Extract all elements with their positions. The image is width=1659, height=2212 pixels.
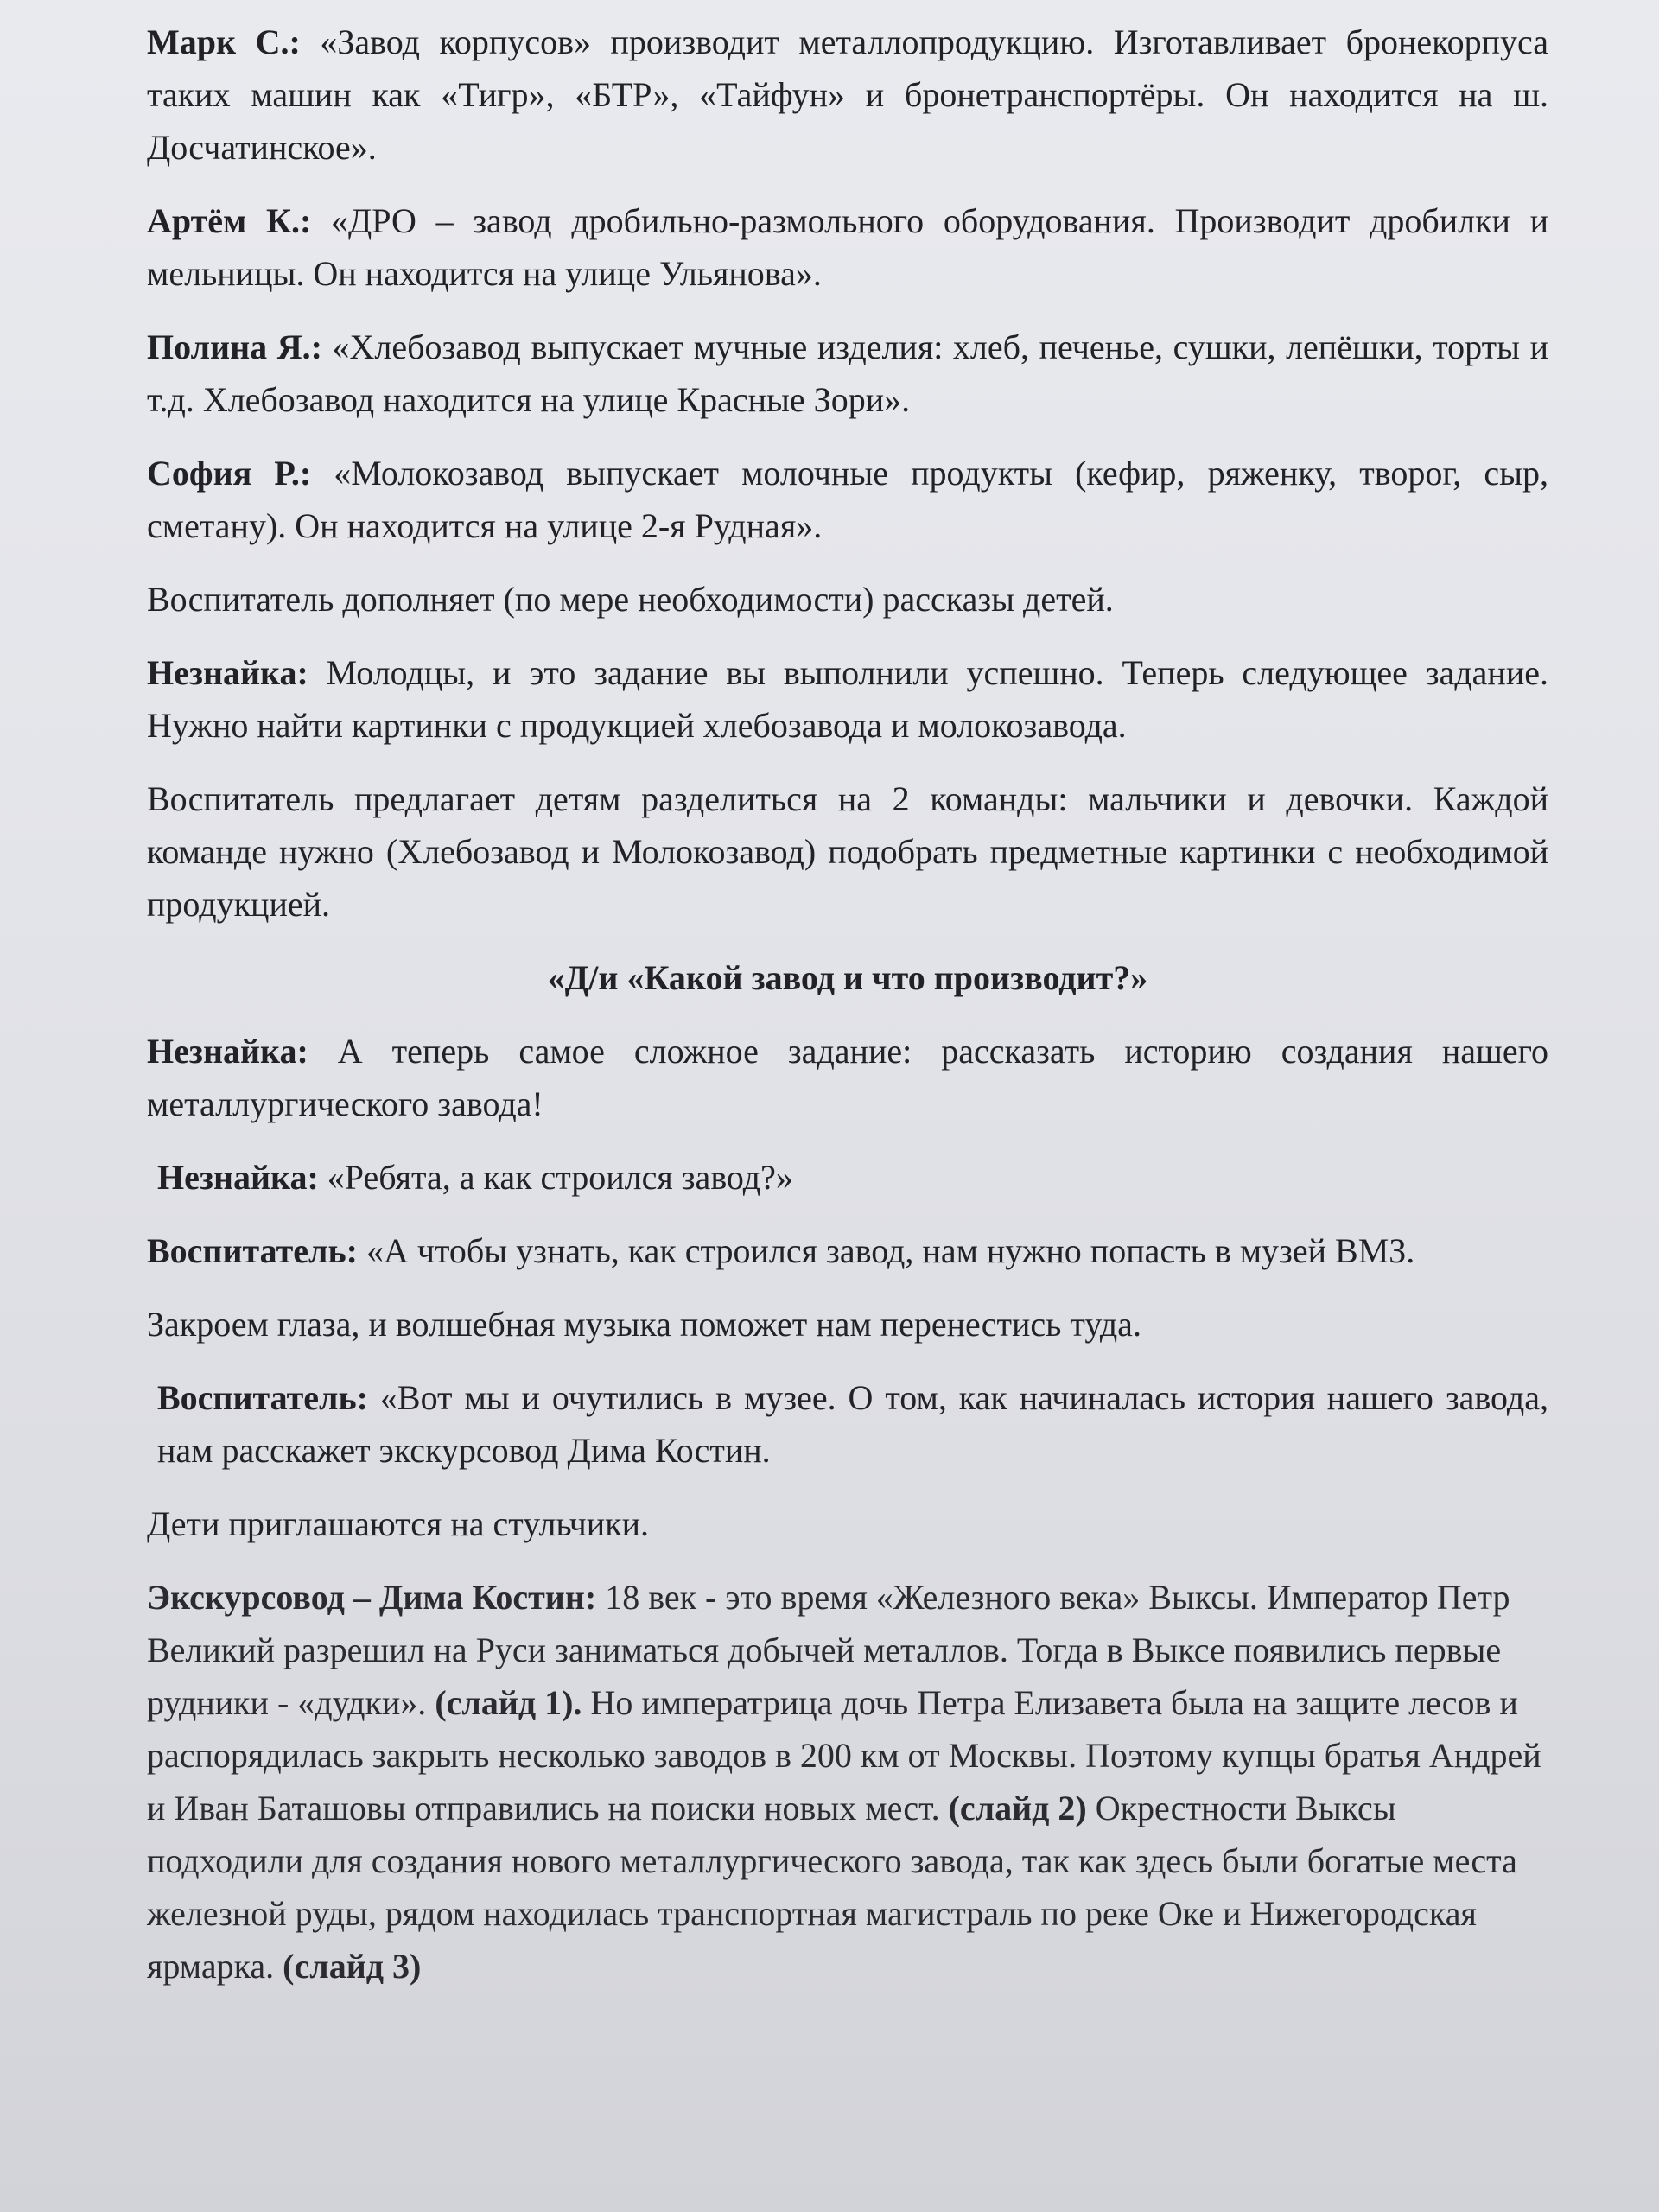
paragraph-text: «Ребята, а как строился завод?» — [318, 1158, 793, 1197]
slide-reference: (слайд 3) — [283, 1947, 422, 1986]
paragraph-mark — [147, 16, 1548, 174]
paragraph-text: «Вот мы и очутились в музее. О том, как начиналась история нашего завода, нам расскажет экскурсовод Дима Костин. — [157, 1378, 1548, 1470]
speaker-name: Марк С.: — [147, 22, 301, 61]
speaker-name: Полина Я.: — [147, 327, 322, 366]
speaker-name: Воспитатель: — [157, 1378, 368, 1417]
paragraph-text: Молодцы, и это задание вы выполнили успешно. Теперь следующее задание. Нужно найти картинки с продукцией хлебозавода и молокозавода. — [147, 653, 1548, 745]
paragraph-guide — [147, 1571, 1548, 1993]
game-heading: «Д/и «Какой завод и что производит?» — [547, 958, 1148, 997]
paragraph-text: Воспитатель предлагает детям разделиться на 2 команды: мальчики и девочки. Каждой команде нужно (Хлебозавод и Молокозавод) подобрать предметные картинки с необходимой продукцией. — [147, 779, 1548, 924]
speaker-name: Незнайка: — [147, 653, 308, 692]
speaker-name: Экскурсовод – Дима Костин: — [147, 1578, 597, 1617]
paragraph-artem — [147, 194, 1548, 300]
paragraph-text: «Хлебозавод выпускает мучные изделия: хлеб, печенье, сушки, лепёшки, торты и т.д. Хлебозавод находится на улице Красные Зори». — [147, 327, 1548, 419]
paragraph-text: А теперь самое сложное задание: рассказать историю создания нашего металлургического завода! — [147, 1032, 1548, 1123]
paragraph-close-eyes — [147, 1298, 1548, 1351]
paragraph-chairs — [147, 1497, 1548, 1550]
paragraph-sofia — [147, 447, 1548, 552]
paragraph-teacher-2 — [147, 1371, 1548, 1477]
paragraph-text: Но императрица дочь Петра Елизавета была на защите лесов и распорядилась закрыть несколько заводов в 200 км от Москвы. Поэтому купцы братья Андрей и Иван Баташовы отправились на поиски новых мест. — [147, 1683, 1541, 1827]
slide-reference: (слайд 1). — [435, 1683, 582, 1722]
paragraph-neznaika-2 — [147, 1025, 1548, 1130]
speaker-name: Артём К.: — [147, 201, 312, 240]
speaker-name: Воспитатель: — [147, 1231, 358, 1270]
paragraph-text: «Завод корпусов» производит металлопродукцию. Изготавливает бронекорпуса таких машин как «Тигр», «БТР», «Тайфун» и бронетранспортёры. Он находится на ш. Досчатинское». — [147, 22, 1548, 167]
paragraph-text: «ДРО – завод дробильно-размольного оборудования. Производит дробилки и мельницы. Он находится на улице Ульянова». — [147, 201, 1549, 293]
paragraph-text: Окрестности Выксы подходили для создания нового металлургического завода, так как здесь были богатые места железной руды, рядом находилась транспортная магистраль по реке Оке и Нижегородская ярмарка. — [147, 1789, 1517, 1986]
paragraph-text: «Молокозавод выпускает молочные продукты (кефир, ряженку, творог, сыр, сметану). Он находится на улице 2-я Рудная». — [147, 454, 1548, 545]
paragraph-text: Дети приглашаются на стульчики. — [147, 1504, 649, 1543]
paragraph-neznaika-1 — [147, 646, 1548, 752]
paragraph-teacher-1 — [147, 1224, 1548, 1277]
speaker-name: Незнайка: — [147, 1032, 308, 1071]
paragraph-text: Закроем глаза, и волшебная музыка поможет нам перенестись туда. — [147, 1305, 1141, 1344]
document-page — [147, 16, 1548, 2013]
speaker-name: Незнайка: — [157, 1158, 319, 1197]
slide-reference: (слайд 2) — [948, 1789, 1087, 1827]
paragraph-teams — [147, 772, 1548, 931]
paragraph-teacher-note — [147, 573, 1548, 626]
paragraph-neznaika-3 — [147, 1151, 1548, 1204]
paragraph-polina — [147, 321, 1548, 426]
speaker-name: София Р.: — [147, 454, 312, 493]
paragraph-text: 18 век - это время «Железного века» Выксы. Император Петр Великий разрешил на Руси заниматься добычей металлов. Тогда в Выксе появились первые рудники - «дудки». — [147, 1578, 1510, 1722]
paragraph-text: «А чтобы узнать, как строился завод, нам нужно попасть в музей ВМЗ. — [357, 1231, 1415, 1270]
paragraph-text: Воспитатель дополняет (по мере необходимости) рассказы детей. — [147, 580, 1114, 619]
